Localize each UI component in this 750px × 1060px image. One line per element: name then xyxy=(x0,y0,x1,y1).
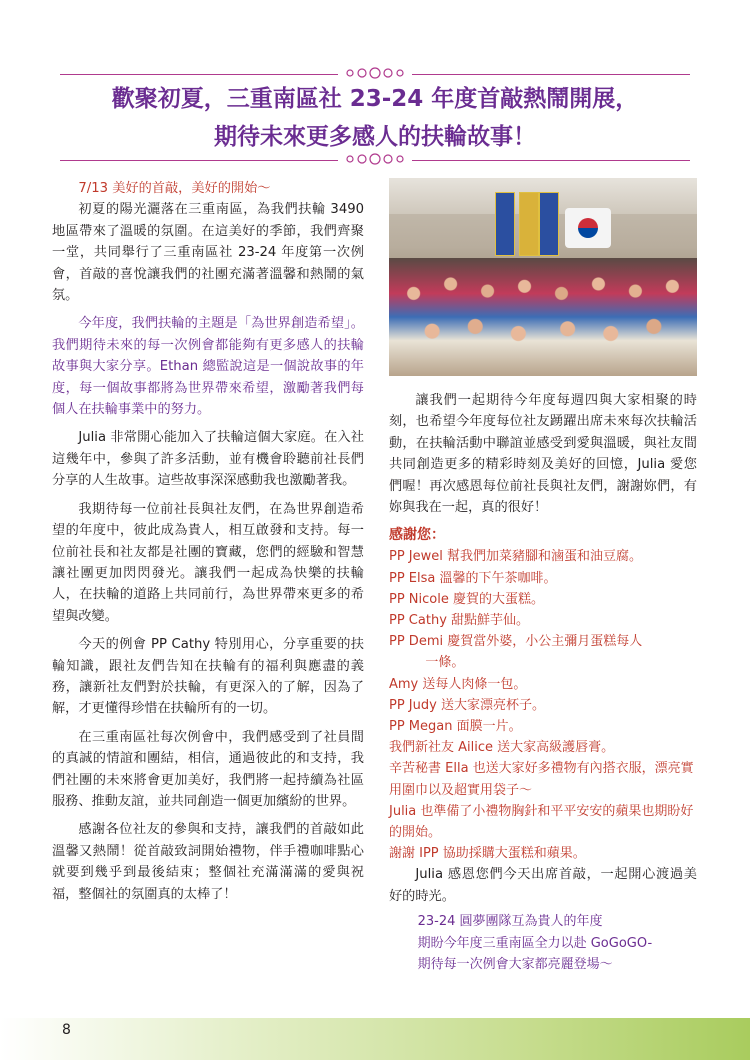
thanks-heading: 感謝您： xyxy=(389,527,445,544)
footer-band xyxy=(0,1018,750,1060)
thanks-item: PP Demi 慶賀當外婆，小公主彌月蛋糕每人 xyxy=(389,634,643,650)
thanks-item: Amy 送每人肉條一包。 xyxy=(389,676,527,692)
thanks-item: PP Elsa 溫馨的下午茶咖啡。 xyxy=(389,570,557,586)
top-ornament-line-left xyxy=(60,74,338,75)
left-column xyxy=(52,178,364,905)
paragraph-2-theme: 今年度，我們扶輪的主題是「為世界創造希望」。我們期待未來的每一次例會都能夠有更多感人的扶輪故事與大家分享。Ethan 總監說這是一個說故事的年度，每一個故事都將為世界帶來希望，激勵著我們每個人在扶輪事業中的努力。 xyxy=(52,316,364,418)
right-paragraph: 讓我們一起期待今年度每週四與大家相聚的時刻，也希望今年度每位社友踴躍出席未來每次扶輪活動，在扶輪活動中聯誼並感受到愛與溫暖，與社友間共同創造更多的精彩時刻及美好的回憶，Julia 愛您們喔！再次感恩每位前社長與社友們，謝謝妳們，有妳與我在一起，真的很好！ xyxy=(389,393,697,516)
thanks-item: PP Judy 送大家漂亮杯子。 xyxy=(389,697,545,713)
thanks-item: 辛苦秘書 Ella 也送大家好多禮物有內搭衣服，漂亮實用圍巾以及超實用袋子～ xyxy=(389,761,694,798)
title-line-2: 期待未來更多感人的扶輪故事！ xyxy=(214,124,536,150)
thanks-item: PP Jewel 幫我們加菜豬腳和滷蛋和油豆腐。 xyxy=(389,549,643,565)
paragraph-3: Julia 非常開心能加入了扶輪這個大家庭。在入社這幾年中，參與了許多活動，並有機會聆聽前社長們分享的人生故事。這些故事深深感動我也激勵著我。 xyxy=(52,430,364,489)
thanks-item: 謝謝 IPP 協助採購大蛋糕和蘋果。 xyxy=(389,846,586,862)
thanks-item: PP Nicole 慶賀的大蛋糕。 xyxy=(389,591,544,607)
closing-line: 期盼今年度三重南區全力以赴 GoGoGO- xyxy=(417,935,653,951)
paragraph-1: 初夏的陽光灑落在三重南區，為我們扶輪 3490 地區帶來了溫暖的氛圍。在這美好的季節，我們齊聚一堂，共同舉行了三重南區社 23-24 年度第一次例會，首敲的喜悅讓我們的社團充滿著溫馨和熱鬧的氣氛。 xyxy=(52,202,364,304)
paragraph-4: 我期待每一位前社長與社友們，在為世界創造希望的年度中，彼此成為貴人，相互啟發和支持。每一位前社長和社友都是社團的寶藏，您們的經驗和智慧讓社團更加閃閃發光。讓我們一起成為快樂的扶輪人，在扶輪的道路上共同前行，為世界帶來更多的希望與改變。 xyxy=(52,501,364,624)
thanks-item: Julia 也準備了小禮物胸針和平平安安的蘋果也期盼好的開始。 xyxy=(389,803,694,841)
section-subheading: 7/13 美好的首敲，美好的開始～ xyxy=(78,181,271,196)
thanks-item: PP Cathy 甜點鮮芋仙。 xyxy=(389,613,530,629)
closing-line: 期待每一次例會大家都亮麗登場～ xyxy=(417,957,613,973)
article-title xyxy=(60,80,690,156)
thanks-item: PP Megan 面膜一片。 xyxy=(389,719,522,735)
thanks-item-continuation: 一條。 xyxy=(425,655,465,671)
paragraph-6: 在三重南區社每次例會中，我們感受到了社員間的真誠的情誼和團結，相信，通過彼此的和支持，我們社團的未來將會更加美好，我們將一起持續為社區服務、推動友誼，並共同創造一個更加繽紛的世界。 xyxy=(52,729,364,809)
title-line-1: 歡聚初夏，三重南區社 23-24 年度首敲熱鬧開展， xyxy=(111,86,639,112)
right-column xyxy=(389,178,697,976)
top-ornament-line-right xyxy=(412,74,690,75)
closing-line: 23-24 圓夢團隊互為貴人的年度 xyxy=(417,914,603,930)
paragraph-5: 今天的例會 PP Cathy 特別用心，分享重要的扶輪知識，跟社友們告知在扶輪有的福利與應盡的義務，讓新社友們對於扶輪，有更深入的了解，因為了解，才更懂得珍惜在扶輪所有的一切。 xyxy=(52,637,364,717)
bottom-ornament-line-left xyxy=(60,160,338,161)
bottom-ornament-line-right xyxy=(412,160,690,161)
bottom-ornament-flourish xyxy=(340,150,410,168)
thanks-item: 我們新社友 Ailice 送大家高級護唇膏。 xyxy=(389,740,615,756)
page-number: 8 xyxy=(62,1022,71,1038)
group-photo xyxy=(389,178,697,376)
korean-flag-icon xyxy=(565,208,611,248)
paragraph-7: 感謝各位社友的參與和支持，讓我們的首敲如此溫馨又熱鬧！從首敲致詞開始禮物，伴手禮咖啡點心就要到幾乎到最後結束；整個社充滿滿滿的愛與祝福，整個社的氛圍真的太棒了！ xyxy=(52,822,364,902)
final-paragraph: Julia 感恩您們今天出席首敲，一起開心渡過美好的時光。 xyxy=(389,867,697,904)
